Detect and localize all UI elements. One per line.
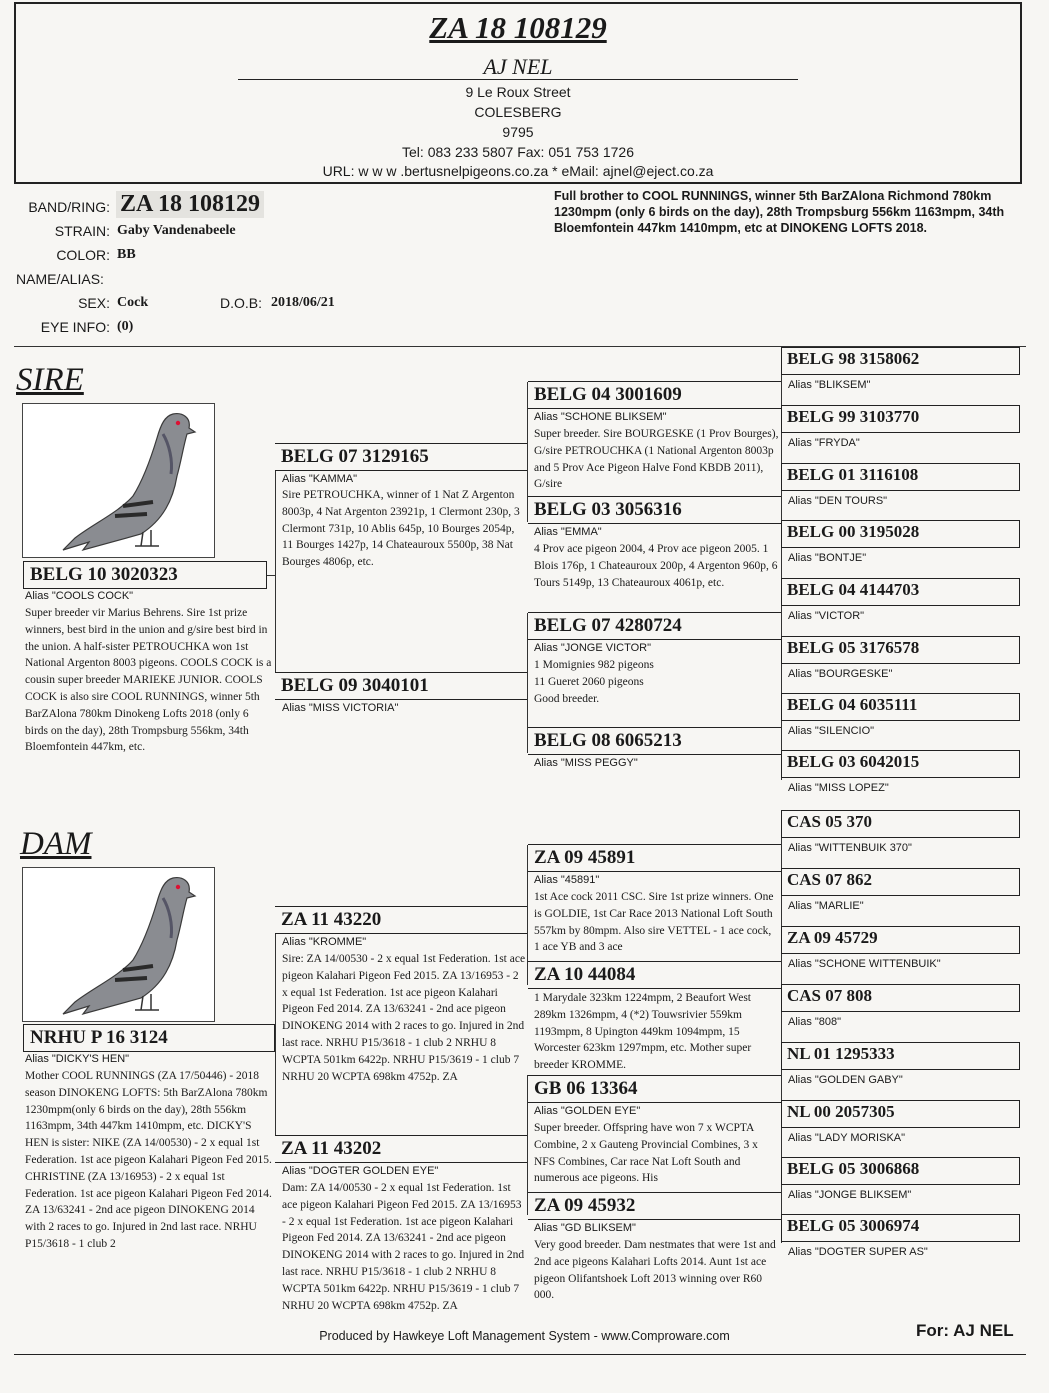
sire-sire-dam-band: BELG 03 3056316 — [528, 496, 781, 524]
connector — [528, 1219, 781, 1220]
dam-dam-dam-alias: Alias "GD BLIKSEM" — [534, 1222, 636, 1234]
sire-sire-band: BELG 07 3129165 — [275, 443, 527, 471]
pigeon-icon — [23, 404, 214, 557]
dam-sire-sire-description: 1st Ace cock 2011 CSC. Sire 1st prize winners. One is GOLDIE, 1st Car Race 2013 National Loft South 557km by 80mpm. Also sire VETTEL - 1 ace cock, 1 ace YB and 3 ace — [534, 891, 774, 954]
band-label: BAND/RING: — [28, 199, 110, 215]
dam-dam-sire-alias: Alias "GOLDEN EYE" — [534, 1105, 641, 1117]
ggp-band: BELG 04 6035111 — [781, 693, 1020, 721]
ggp-band: CAS 07 862 — [781, 868, 1020, 896]
dam-dam-alias: Alias "DOGTER GOLDEN EYE" — [282, 1165, 439, 1177]
dam-sire-band: ZA 11 43220 — [275, 906, 527, 934]
ggp-alias: Alias "GOLDEN GABY" — [788, 1074, 903, 1086]
address-town: COLESBERG — [474, 104, 562, 120]
sire-sire-description: Sire PETROUCHKA, winner of 1 Nat Z Argenton 8003p, 4 Nat Argenton 23921p, 1 Clermont 230p, 3 Clermont 731p, 10 Ablis 645p, 10 Bourges 2054p, 11 Bourges 1427p, 14 Chateauroux 5500p, 38 Nat Bourges 4806p, etc. — [282, 489, 520, 569]
dam-description: Mother COOL RUNNINGS (ZA 17/50446) - 2018 season DINOKENG LOFTS: 5th BarZAlona 780km 1230mpm(only 6 birds on the day), 28th 556km 1163mpm, 34th 447km 1410mpm, etc. DICKY'S HEN is sister: NIKE (ZA 14/00530) - 2 x equal 1st Federation. 1st ace pigeon Kalahari Pigeon Fed 2015. CHRISTINE (ZA 13/16953) - 2 x equal 1st Federation. 1st ace pigeon Kalahari Pigeon Fed 2014. ZA 13/63241 - 2nd ace pigeon DINOKENG 2014 with 2 races to go. Injured in 2nd last race. NRHU P15/3618 - 1 club 2 — [25, 1070, 272, 1250]
dam-sire-sire-alias: Alias "45891" — [534, 874, 600, 886]
ggp-band: CAS 05 370 — [781, 810, 1020, 838]
ggp-band: BELG 03 6042015 — [781, 750, 1020, 778]
dam-dam-sire-description: Super breeder. Offspring have won 7 x WCPTA Combine, 2 x Gauteng Provincial Combines, 3 x NFS Combines, Car race Nat Loft South and numerous ace pigeons. His — [534, 1122, 758, 1185]
contact-web: URL: w w w .bertusnelpigeons.co.za * eMail: ajnel@eject.co.za — [322, 163, 714, 179]
sire-heading: SIRE — [16, 362, 84, 398]
sire-photo — [22, 403, 215, 558]
sire-dam-alias: Alias "MISS VICTORIA" — [282, 702, 399, 714]
ggp-alias: Alias "MISS LOPEZ" — [788, 782, 889, 794]
eye-value: (0) — [117, 319, 134, 334]
dam-sire-dam-band: ZA 10 44084 — [528, 961, 781, 989]
contact-phone: Tel: 083 233 5807 Fax: 051 753 1726 — [402, 144, 634, 160]
sire-sire-sire-description: Super breeder. Sire BOURGESKE (1 Prov Bourges), G/sire PETROUCHKA (1 National Argenton 8003p and 5 Prov Ace Pigeon Halve Fond KBDB 2011), G/sire — [534, 428, 779, 491]
sire-alias: Alias "COOLS COCK" — [25, 590, 134, 602]
header-band-number: ZA 18 108129 — [429, 10, 607, 45]
ggp-alias: Alias "SILENCIO" — [788, 725, 875, 737]
address-postcode: 9795 — [502, 124, 534, 140]
produced-by: Produced by Hawkeye Loft Management System - www.Comproware.com — [319, 1329, 730, 1343]
ggp-alias: Alias "BONTJE" — [788, 552, 867, 564]
ggp-alias: Alias "DEN TOURS" — [788, 495, 888, 507]
address-street: 9 Le Roux Street — [465, 84, 571, 100]
ggp-band: BELG 00 3195028 — [781, 520, 1020, 548]
dam-sire-alias: Alias "KROMME" — [282, 936, 367, 948]
sire-sire-alias: Alias "KAMMA" — [282, 473, 358, 485]
connector — [528, 639, 781, 640]
dam-alias: Alias "DICKY'S HEN" — [25, 1053, 130, 1065]
ggp-alias: Alias "FRYDA" — [788, 437, 860, 449]
connector — [275, 470, 527, 471]
strain-label: STRAIN: — [54, 223, 110, 239]
sire-description: Super breeder vir Marius Behrens. Sire 1st prize winners, best bird in the union and g/sire best bird in the union. A half-sister PETROUCHKA won 1st National Argenton 8003 pigeons. COOLS COCK is a cousin super breeder MARIEKE JUNIOR. COOLS COCK is also sire COOL RUNNINGS, winner 5th BarZAlona 780km Dinokeng Lofts 2018 (only 6 birds on the day), 28th Trompsburg 556km, 34th Bloemfontein 447km, etc. — [25, 607, 272, 754]
info-note: Full brother to COOL RUNNINGS, winner 5th BarZAlona Richmond 780km 1230mpm (only 6 birds on the day), 28th Trompsburg 556km 1163mpm, 34th Bloemfontein 447km 1410mpm, etc at DINOKENG LOFTS 2018. — [554, 189, 1005, 235]
dam-dam-band: ZA 11 43202 — [275, 1135, 527, 1163]
sire-dam-sire-alias: Alias "JONGE VICTOR" — [534, 642, 652, 654]
sire-dam-dam-alias: Alias "MISS PEGGY" — [534, 757, 638, 769]
ggp-band: CAS 07 808 — [781, 984, 1020, 1012]
color-label: COLOR: — [56, 247, 110, 263]
sire-dam-dam-band: BELG 08 6065213 — [528, 727, 781, 755]
dam-sire-description: Sire: ZA 14/00530 - 2 x equal 1st Federation. 1st ace pigeon Kalahari Pigeon Fed 2015. ZA 13/16953 - 2 x equal 1st Federation. 1st ace pigeon Kalahari Pigeon Fed 2014. ZA 13/63241 - 2nd ace pigeon DINOKENG 2014 with 2 races to go. Injured in 2nd last race. NRHU P15/3618 - 1 club 2 NRHU 8 WCPTA 501km 6422p. NRHU P15/3619 - 1 club 7 NRHU 20 WCPTA 698km 4752p. ZA — [282, 953, 526, 1083]
connector — [275, 933, 527, 934]
sex-value: Cock — [117, 295, 149, 310]
connector — [275, 466, 276, 690]
strain-value: Gaby Vandenabeele — [117, 223, 236, 238]
dam-dam-sire-band: GB 06 13364 — [528, 1075, 781, 1103]
dam-photo — [22, 867, 215, 1022]
ggp-band: NL 00 2057305 — [781, 1100, 1020, 1128]
ggp-alias: Alias "WITTENBUIK 370" — [788, 842, 912, 854]
dob-value: 2018/06/21 — [271, 295, 335, 310]
ggp-alias: Alias "VICTOR" — [788, 610, 865, 622]
sire-dam-sire-band: BELG 07 4280724 — [528, 612, 781, 640]
ggp-band: BELG 98 3158062 — [781, 347, 1020, 375]
connector — [528, 754, 781, 755]
ggp-band: BELG 99 3103770 — [781, 405, 1020, 433]
dam-heading: DAM — [20, 826, 92, 862]
dam-sire-sire-band: ZA 09 45891 — [528, 844, 781, 872]
pigeon-icon — [23, 868, 214, 1021]
name-label: NAME/ALIAS: — [16, 271, 104, 287]
owner-name: AJ NEL — [483, 54, 553, 79]
sire-sire-dam-description: 4 Prov ace pigeon 2004, 4 Prov ace pigeon 2005. 1 Blois 176p, 1 Chateauroux 200p, 4 Argenton 960p, 6 Tours 5149p, 13 Chateauroux 4061p, etc. — [534, 543, 778, 589]
connector — [267, 575, 275, 576]
ggp-alias: Alias "MARLIE" — [788, 900, 864, 912]
sire-sire-sire-band: BELG 04 3001609 — [528, 381, 781, 409]
ggp-band: BELG 04 4144703 — [781, 578, 1020, 606]
connector — [528, 1102, 781, 1103]
dam-dam-dam-description: Very good breeder. Dam nestmates that were 1st and 2nd ace pigeons Kalahari Lofts 2014. Aunt 1st ace pigeon Olifantshoek Loft 2013 winning over R60 000. — [534, 1239, 776, 1302]
pedigree-header — [14, 2, 1022, 184]
owner-underline — [238, 79, 798, 80]
footer-divider — [14, 1354, 1026, 1355]
ggp-band: BELG 05 3176578 — [781, 636, 1020, 664]
dam-dam-description: Dam: ZA 14/00530 - 2 x equal 1st Federation. 1st ace pigeon Kalahari Pigeon Fed 2015. ZA 13/16953 - 2 x equal 1st Federation. 1st ace pigeon Kalahari Pigeon Fed 2014. ZA 13/63241 - 2nd ace pigeon DINOKENG 2014 with 2 races to go. Injured in 2nd last race. NRHU P15/3618 - 1 club 2 NRHU 8 WCPTA 501km 6422p. NRHU P15/3619 - 1 club 7 NRHU 20 WCPTA 698km 4752p. ZA — [282, 1182, 525, 1312]
ggp-alias: Alias "BOURGESKE" — [788, 668, 893, 680]
connector — [528, 408, 781, 409]
dob-label: D.O.B: — [220, 295, 263, 311]
sire-band: BELG 10 3020323 — [23, 561, 267, 589]
connector — [528, 523, 781, 524]
dam-dam-dam-band: ZA 09 45932 — [528, 1192, 781, 1220]
sex-label: SEX: — [78, 295, 110, 311]
ggp-alias: Alias "SCHONE WITTENBUIK" — [788, 958, 941, 970]
connector — [275, 1162, 527, 1163]
ggp-alias: Alias "DOGTER SUPER AS" — [788, 1246, 928, 1258]
ggp-band: ZA 09 45729 — [781, 926, 1020, 954]
ggp-alias: Alias "808" — [788, 1016, 842, 1028]
band-value: ZA 18 108129 — [116, 191, 264, 218]
prepared-for: For: AJ NEL — [916, 1321, 1014, 1340]
connector — [528, 988, 781, 989]
eye-label: EYE INFO: — [40, 319, 110, 335]
sire-dam-sire-description: 1 Momignies 982 pigeons 11 Gueret 2060 pigeons Good breeder. — [534, 659, 654, 705]
dam-band: NRHU P 16 3124 — [23, 1024, 275, 1052]
ggp-band: BELG 05 3006868 — [781, 1157, 1020, 1185]
connector — [275, 699, 527, 700]
sire-dam-band: BELG 09 3040101 — [275, 672, 527, 700]
sire-sire-sire-alias: Alias "SCHONE BLIKSEM" — [534, 411, 667, 423]
ggp-band: BELG 01 3116108 — [781, 463, 1020, 491]
ggp-band: NL 01 1295333 — [781, 1042, 1020, 1070]
ggp-alias: Alias "JONGE BLIKSEM" — [788, 1189, 912, 1201]
ggp-alias: Alias "BLIKSEM" — [788, 379, 871, 391]
dam-sire-dam-description: 1 Marydale 323km 1224mpm, 2 Beaufort West 289km 1326mpm, 4 (*2) Touwsrivier 559km 1193mpm, 8 Upington 449km 1094mpm, 15 Worcester 623km 1297mpm, etc. Mother super breeder KROMME. — [534, 992, 752, 1072]
sire-sire-dam-alias: Alias "EMMA" — [534, 526, 602, 538]
connector — [528, 871, 781, 872]
ggp-band: BELG 05 3006974 — [781, 1214, 1020, 1242]
color-value: BB — [117, 247, 136, 262]
connector — [275, 932, 276, 1156]
ggp-alias: Alias "LADY MORISKA" — [788, 1132, 906, 1144]
